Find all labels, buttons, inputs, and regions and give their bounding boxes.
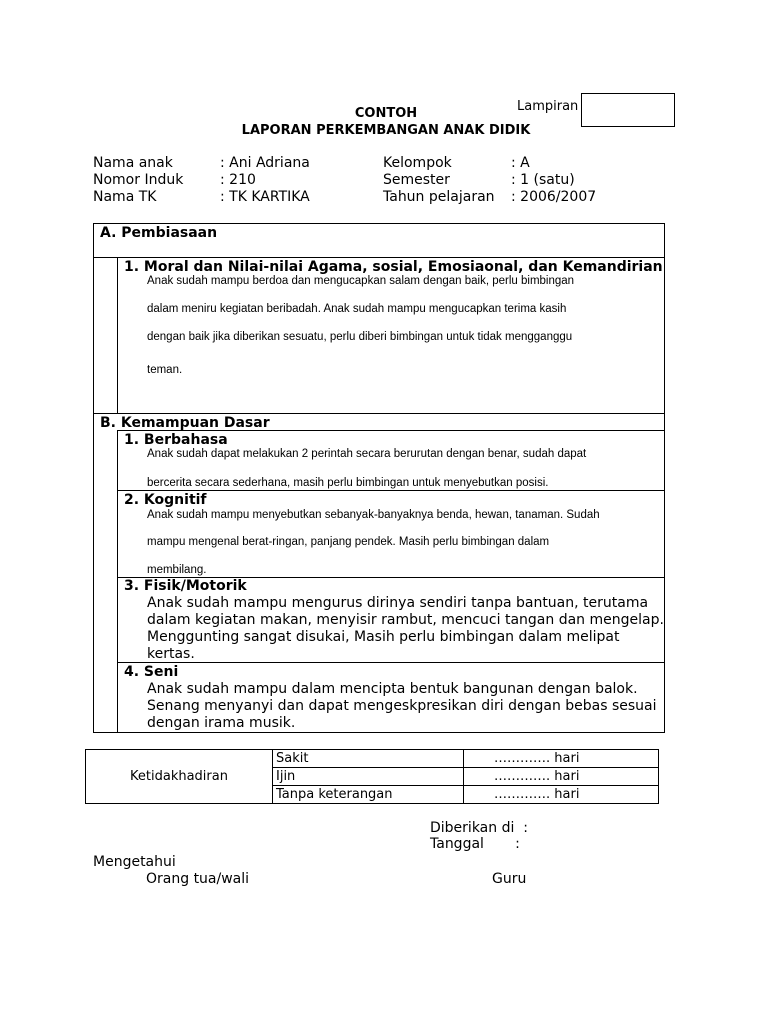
section-a1-text: teman. [147, 364, 183, 376]
mengetahui-label: Mengetahui [93, 854, 176, 870]
section-a1-text: dalam meniru kegiatan beribadah. Anak sudah mampu mengucapkan terima kasih [147, 303, 567, 315]
seni-text: Anak sudah mampu dalam mencipta bentuk bangunan dengan balok. [147, 681, 638, 697]
berbahasa-text: bercerita secara sederhana, masih perlu bimbingan untuk menyebutkan posisi. [147, 477, 549, 489]
label-tahun-pelajaran: Tahun pelajaran [383, 189, 495, 205]
fisik-text: Anak sudah mampu mengurus dirinya sendiri tanpa bantuan, terutama [147, 595, 649, 611]
title-contoh: CONTOH [354, 106, 418, 121]
fisik-text: kertas. [147, 646, 195, 662]
label-semester: Semester [383, 172, 450, 188]
fisik-text: Menggunting sangat disukai, Masih perlu bimbingan dalam melipat [147, 629, 620, 645]
parent-signature-label: Orang tua/wali [146, 871, 250, 887]
section-b-title: B. Kemampuan Dasar [100, 415, 270, 431]
absence-value: …………. hari [464, 768, 659, 786]
section-a1-text: Anak sudah mampu berdoa dan mengucapkan salam dengan baik, perlu bimbingan [147, 275, 575, 287]
kognitif-text: Anak sudah mampu menyebutkan sebanyak-banyaknya benda, hewan, tanaman. Sudah [147, 509, 600, 521]
absence-label: Ketidakhadiran [86, 750, 273, 804]
divider [117, 257, 118, 413]
value-nama-tk: : TK KARTIKA [220, 189, 310, 205]
section-a1-heading: 1. Moral dan Nilai-nilai Agama, sosial, Emosiaonal, dan Kemandirian [124, 259, 663, 275]
divider [117, 490, 665, 491]
label-nama-tk: Nama TK [93, 189, 157, 205]
absence-value: …………. hari [464, 750, 659, 768]
kognitif-text: membilang. [147, 564, 207, 576]
given-at-label: Diberikan di : [430, 820, 528, 836]
berbahasa-text: Anak sudah dapat melakukan 2 perintah secara berurutan dengan benar, sudah dapat [147, 448, 587, 460]
kognitif-heading: 2. Kognitif [124, 492, 207, 508]
title-laporan: LAPORAN PERKEMBANGAN ANAK DIDIK [241, 123, 531, 138]
lampiran-label: Lampiran [517, 99, 579, 114]
section-a-title: A. Pembiasaan [100, 225, 218, 241]
label-kelompok: Kelompok [383, 155, 452, 171]
divider [93, 413, 665, 414]
kognitif-text: mampu mengenal berat-ringan, panjang pendek. Masih perlu bimbingan dalam [147, 536, 550, 548]
value-kelompok: : A [511, 155, 530, 171]
teacher-signature-label: Guru [492, 871, 527, 887]
absence-table [85, 749, 659, 804]
value-tahun-pelajaran: : 2006/2007 [511, 189, 597, 205]
absence-type: Tanpa keterangan [273, 786, 464, 804]
value-nomor-induk: : 210 [220, 172, 256, 188]
seni-text: Senang menyanyi dan dapat mengeskpresikan diri dengan bebas sesuai [147, 698, 657, 714]
section-a1-text: dengan baik jika diberikan sesuatu, perlu diberi bimbingan untuk tidak mengganggu [147, 331, 573, 343]
absence-type: Sakit [273, 750, 464, 768]
fisik-heading: 3. Fisik/Motorik [124, 578, 247, 594]
label-nomor-induk: Nomor Induk [93, 172, 184, 188]
seni-heading: 4. Seni [124, 664, 179, 680]
absence-value: …………. hari [464, 786, 659, 804]
value-nama-anak: : Ani Adriana [220, 155, 310, 171]
divider [117, 662, 665, 663]
absence-type: Ijin [273, 768, 464, 786]
fisik-text: dalam kegiatan makan, menyisir rambut, mencuci tangan dan mengelap. [147, 612, 664, 628]
label-nama-anak: Nama anak [93, 155, 173, 171]
divider [117, 430, 118, 733]
seni-text: dengan irama musik. [147, 715, 296, 731]
value-semester: : 1 (satu) [511, 172, 575, 188]
date-label: Tanggal : [430, 836, 520, 852]
divider [93, 257, 665, 258]
berbahasa-heading: 1. Berbahasa [124, 432, 228, 448]
